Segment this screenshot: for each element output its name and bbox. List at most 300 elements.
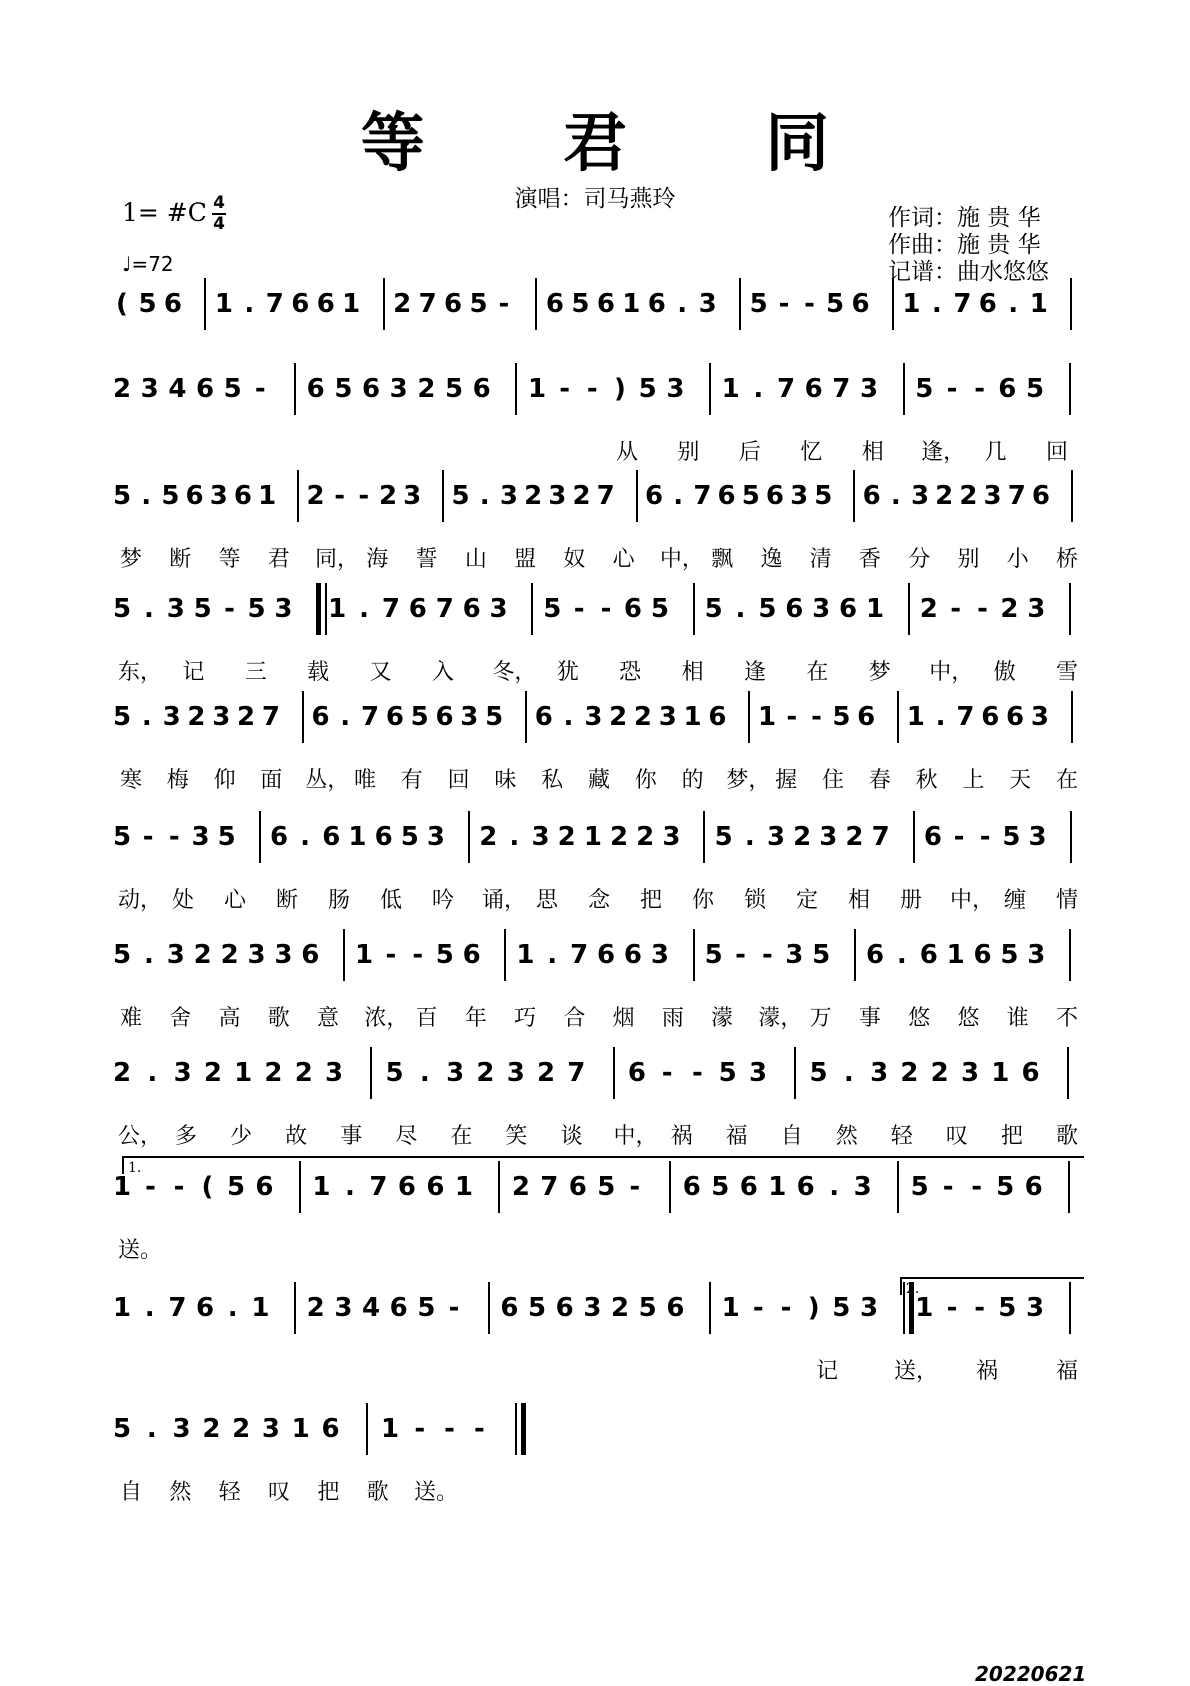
note: 6 [717, 481, 736, 511]
note: 5 [638, 374, 657, 404]
note: 5 [527, 1293, 547, 1323]
lyric-char: 送。 [414, 1480, 459, 1505]
note: 6 [708, 702, 727, 732]
lyric-char: 秋 [915, 768, 938, 793]
note: 5 [650, 594, 669, 624]
note: - [629, 1172, 641, 1202]
meter-top: 4 [213, 193, 225, 213]
barline [294, 1282, 296, 1334]
note: 1 [683, 702, 702, 732]
note: 6 [361, 374, 381, 404]
note: 1 [355, 940, 374, 970]
lyric-char: 然 [169, 1480, 192, 1505]
barline [903, 1282, 914, 1334]
note: 1 [1029, 289, 1048, 319]
note: 3 [812, 594, 831, 624]
note: . [359, 594, 369, 624]
lyric-char: 祸 [975, 1359, 998, 1384]
barline [366, 1403, 368, 1455]
barline [693, 583, 695, 635]
note: 3 [666, 374, 685, 404]
tempo-marking: ♩=72 [122, 252, 174, 276]
note: 3 [870, 1058, 889, 1088]
note: 3 [748, 1058, 768, 1088]
lyric-char: 动， [118, 888, 163, 913]
note: 3 [166, 594, 185, 624]
note: 2 [294, 1058, 313, 1088]
note: 1 [113, 1293, 132, 1323]
note: 5 [435, 940, 454, 970]
lyric-char: 回 [447, 768, 470, 793]
lyric-char: 载 [307, 660, 330, 685]
note: 5 [1025, 374, 1045, 404]
note: 6 [500, 1293, 519, 1323]
note: 7 [435, 594, 454, 624]
note: 2 [793, 822, 812, 852]
note: 2 [1000, 594, 1019, 624]
note: 6 [322, 822, 341, 852]
note: 1 [258, 481, 277, 511]
lyric-char: 梅 [166, 768, 189, 793]
lyrics-row [0, 1354, 1190, 1384]
note: 1 [113, 1172, 132, 1202]
date-stamp: 20220621 [975, 1662, 1087, 1686]
note: 1 [622, 289, 641, 319]
note: 7 [693, 481, 712, 511]
note: 6 [568, 1172, 587, 1202]
note: 6 [462, 940, 481, 970]
note: 5 [113, 1414, 132, 1444]
lyric-char: 谈 [560, 1124, 583, 1149]
note: 6 [555, 1293, 574, 1323]
note: . [890, 481, 901, 511]
note: 3 [960, 1058, 980, 1088]
lyric-char: 谁 [1006, 1006, 1029, 1031]
lyric-char: 送。 [118, 1238, 163, 1263]
lyric-char: 梦， [726, 768, 771, 793]
note: - [804, 289, 815, 319]
lyric-char: 回 [1045, 440, 1068, 465]
note: 5 [469, 289, 488, 319]
lyric-char: 定 [795, 888, 818, 913]
lyric-char: 意 [317, 1006, 340, 1031]
note: 3 [983, 481, 1002, 511]
note: 7 [596, 481, 615, 511]
note: 6 [862, 481, 881, 511]
barline [739, 278, 741, 330]
lyric-char: 歌 [366, 1480, 389, 1505]
note: 2 [306, 481, 325, 511]
note: 3 [274, 594, 293, 624]
note: 3 [910, 481, 930, 511]
note: 5 [113, 702, 132, 732]
lyric-char: 万 [809, 1006, 832, 1031]
note: 1 [865, 594, 885, 624]
note: 6 [785, 594, 804, 624]
notes-row [0, 288, 1190, 328]
note: 2 [393, 289, 412, 319]
lyric-char: 难 [119, 1006, 142, 1031]
note: . [896, 940, 907, 970]
note: 3 [191, 822, 210, 852]
note: 6 [1006, 702, 1025, 732]
note: 2 [306, 1293, 325, 1323]
lyrics-row [0, 542, 1190, 572]
note: 6 [291, 289, 310, 319]
note: 6 [534, 702, 553, 732]
barline [636, 470, 638, 522]
lyric-char: 桥 [1055, 547, 1078, 572]
note: 6 [374, 822, 393, 852]
barline [794, 1047, 796, 1099]
note: 1 [583, 822, 602, 852]
note: 2 [633, 702, 653, 732]
lyric-char: 的 [681, 768, 704, 793]
lyrics-row [0, 655, 1190, 685]
note: 7 [1007, 481, 1026, 511]
lyric-char: 味 [494, 768, 517, 793]
note: 5 [1002, 822, 1021, 852]
note: . [677, 289, 688, 319]
note: 3 [650, 940, 669, 970]
note: - [942, 1172, 954, 1202]
credits [888, 205, 1049, 286]
note: 6 [185, 481, 204, 511]
lyric-char: 等 [218, 547, 241, 572]
volta-label: 1. [128, 1160, 142, 1176]
note: 1 [902, 289, 921, 319]
note: . [547, 940, 558, 970]
note: 5 [714, 822, 733, 852]
lyric-char: 悠 [908, 1006, 931, 1031]
note: . [753, 374, 764, 404]
lyric-char: 百 [415, 1006, 438, 1031]
barline [531, 583, 533, 635]
note: 6 [682, 1172, 701, 1202]
note: . [143, 940, 154, 970]
note: 2 [193, 940, 212, 970]
note: 6 [666, 1293, 685, 1323]
lyric-char: 烟 [612, 1006, 635, 1031]
note: - [473, 1414, 485, 1444]
transcriber-credit: 记谱：曲水悠悠 [888, 259, 1049, 285]
lyric-char: 又 [369, 660, 392, 685]
barline [709, 1282, 711, 1334]
note: 6 [998, 374, 1017, 404]
note: 2 [237, 702, 256, 732]
note: 3 [426, 822, 445, 852]
notes-row [0, 821, 1190, 861]
note: 3 [334, 1293, 353, 1323]
lyric-char: 在 [450, 1124, 473, 1149]
lyric-char: 誓 [415, 547, 438, 572]
note: . [340, 702, 351, 732]
note: . [227, 1293, 238, 1323]
lyric-char: 君 [267, 547, 290, 572]
note: 2 [113, 1058, 132, 1088]
barline [1069, 929, 1071, 981]
barline [1070, 811, 1072, 863]
note: 3 [698, 289, 717, 319]
note: 2 [511, 1172, 530, 1202]
note: . [735, 594, 746, 624]
note: . [935, 702, 946, 732]
note: 6 [765, 481, 784, 511]
note: - [254, 374, 266, 404]
note: 2 [202, 1414, 221, 1444]
note: 5 [749, 289, 768, 319]
note: 3 [662, 822, 681, 852]
note: - [971, 1172, 982, 1202]
lyric-char: 住 [821, 768, 844, 793]
note: 3 [819, 822, 838, 852]
lyric-char: 天 [1009, 768, 1032, 793]
lyric-char: 从 [615, 440, 638, 465]
note: - [224, 594, 235, 624]
note: - [573, 594, 585, 624]
notes-row [0, 701, 1190, 741]
lyric-char: 记 [182, 660, 205, 685]
lyric-char: 断 [169, 547, 192, 572]
lyric-char: 有 [400, 768, 423, 793]
note: . [141, 481, 152, 511]
note: 6 [397, 1172, 416, 1202]
lyric-char: 然 [835, 1124, 858, 1149]
barline [908, 583, 910, 635]
lyric-char: 别 [677, 440, 700, 465]
note: - [414, 1414, 426, 1444]
note: 6 [981, 702, 1000, 732]
note: - [444, 1414, 455, 1444]
note: 6 [426, 1172, 445, 1202]
note: 5 [113, 822, 132, 852]
note: 3 [1027, 594, 1046, 624]
note: 1 [291, 1414, 310, 1444]
lyric-char: 逸 [760, 547, 783, 572]
note: 1 [214, 289, 233, 319]
barline [892, 278, 894, 330]
note: 6 [851, 289, 870, 319]
note: 5 [814, 481, 833, 511]
barline [343, 929, 345, 981]
note: ( [116, 289, 128, 319]
barline [504, 929, 506, 981]
note: 3 [446, 1058, 465, 1088]
note: 6 [1021, 1058, 1040, 1088]
note: - [977, 594, 988, 624]
barline [259, 811, 261, 863]
meter-bottom: 4 [213, 214, 225, 234]
lyric-char: 巧 [514, 1006, 537, 1031]
note: 2 [417, 374, 436, 404]
lyric-char: 上 [962, 768, 985, 793]
lyric-char: 尽 [395, 1124, 418, 1149]
barline [498, 1161, 500, 1213]
barline [913, 811, 915, 863]
barline [1067, 1047, 1069, 1099]
time-signature [212, 195, 226, 233]
note: 2 [557, 822, 576, 852]
note: - [661, 1058, 673, 1088]
note: . [744, 822, 755, 852]
note: . [143, 594, 154, 624]
lyric-char: 飘 [711, 547, 734, 572]
note: 5 [741, 481, 760, 511]
note: - [778, 289, 790, 319]
note: 5 [998, 1293, 1017, 1323]
lyric-char: 福 [1055, 1359, 1078, 1384]
note: 2 [232, 1414, 251, 1444]
lyric-char: 把 [317, 1480, 340, 1505]
lyric-char: 轻 [218, 1480, 241, 1505]
note: 3 [1025, 1293, 1045, 1323]
barline [383, 278, 385, 330]
note: 2 [264, 1058, 283, 1088]
lyric-char: 册 [899, 888, 922, 913]
lyric-char: 逢 [743, 660, 766, 685]
song-title: 等 君 同 [360, 106, 888, 181]
note: 5 [704, 594, 723, 624]
note: 6 [306, 374, 325, 404]
note: 7 [361, 702, 380, 732]
note: 6 [1031, 481, 1050, 511]
note: . [673, 481, 684, 511]
lyric-char: 自 [780, 1124, 803, 1149]
note: - [385, 940, 397, 970]
note: 1 [721, 374, 740, 404]
lyric-char: 歌 [1055, 1124, 1078, 1149]
note: - [786, 702, 798, 732]
lyric-char: 多 [175, 1124, 198, 1149]
note: 6 [301, 940, 320, 970]
note: 5 [138, 289, 157, 319]
lyric-char: 中， [659, 547, 704, 572]
note: - [145, 1172, 156, 1202]
lyric-char: 仰 [213, 768, 236, 793]
lyrics-row [0, 1475, 1190, 1505]
note: - [691, 1058, 703, 1088]
note: 5 [638, 1293, 657, 1323]
lyric-char: 心 [223, 888, 246, 913]
note: - [752, 1293, 764, 1323]
barline [669, 1161, 671, 1213]
note: 5 [711, 1172, 730, 1202]
note: - [559, 374, 571, 404]
note: 7 [567, 1058, 586, 1088]
lyric-char: 把 [1000, 1124, 1023, 1149]
note: 5 [704, 940, 723, 970]
lyric-char: 三 [244, 660, 267, 685]
note: . [843, 1058, 854, 1088]
barline [515, 363, 517, 415]
barline [299, 1161, 301, 1213]
note: 5 [451, 481, 470, 511]
note: 2 [935, 481, 954, 511]
note: 3 [584, 702, 603, 732]
lyric-char: 傲 [993, 660, 1016, 685]
note: 5 [226, 1172, 246, 1202]
lyrics-row [0, 883, 1190, 913]
lyric-char: 念 [587, 888, 610, 913]
note: 2 [636, 822, 655, 852]
note: 1 [234, 1058, 253, 1088]
note: . [829, 1172, 840, 1202]
note: 7 [540, 1172, 559, 1202]
notes-row [0, 593, 1190, 633]
note: 5 [910, 1172, 929, 1202]
note: 3 [209, 481, 228, 511]
lyric-char: 恐 [619, 660, 642, 685]
barline [897, 691, 899, 743]
barline [468, 811, 470, 863]
note: 2 [919, 594, 938, 624]
note: - [334, 481, 346, 511]
note: 6 [1024, 1172, 1043, 1202]
note: 4 [361, 1293, 381, 1323]
lyric-char: 忆 [800, 440, 823, 465]
note: 5 [915, 374, 934, 404]
note: 6 [269, 822, 289, 852]
note: 5 [444, 374, 464, 404]
lyric-char: 相 [681, 660, 704, 685]
note: 3 [506, 1058, 525, 1088]
note: 5 [161, 481, 180, 511]
note: - [946, 1293, 958, 1323]
lyric-char: 盟 [514, 547, 537, 572]
note: 3 [785, 940, 804, 970]
notes-row [0, 939, 1190, 979]
note: 6 [462, 594, 481, 624]
note: - [974, 374, 986, 404]
note: 3 [172, 1414, 191, 1444]
note: 2 [203, 1058, 222, 1088]
composer-credit: 作曲：施 贵 华 [888, 232, 1041, 258]
barline [748, 691, 750, 743]
note: . [509, 822, 520, 852]
lyric-char: 别 [957, 547, 980, 572]
note: - [811, 702, 822, 732]
note: 7 [871, 822, 890, 852]
lyric-char: 年 [464, 1006, 487, 1031]
note: 5 [400, 822, 419, 852]
note: - [358, 481, 370, 511]
note: 6 [385, 702, 404, 732]
note: 2 [524, 481, 543, 511]
note: 5 [758, 594, 777, 624]
lyric-char: 自 [119, 1480, 142, 1505]
note: 5 [410, 702, 429, 732]
note: 5 [718, 1058, 737, 1088]
notes-row [0, 1292, 1190, 1332]
note: 2 [845, 822, 864, 852]
note: - [448, 1293, 460, 1323]
note: 3 [1028, 822, 1047, 852]
lyric-char: 高 [218, 1006, 241, 1031]
lyric-char: 几 [984, 440, 1007, 465]
note: . [1008, 289, 1019, 319]
note: . [141, 702, 152, 732]
barline [535, 278, 537, 330]
note: 3 [247, 940, 266, 970]
note: 2 [572, 481, 591, 511]
note: 3 [489, 594, 508, 624]
note: ( [201, 1172, 214, 1202]
barline [854, 929, 856, 981]
note: 6 [644, 481, 664, 511]
note: 6 [647, 289, 666, 319]
note: 3 [140, 374, 159, 404]
lyric-char: 梦 [119, 547, 142, 572]
